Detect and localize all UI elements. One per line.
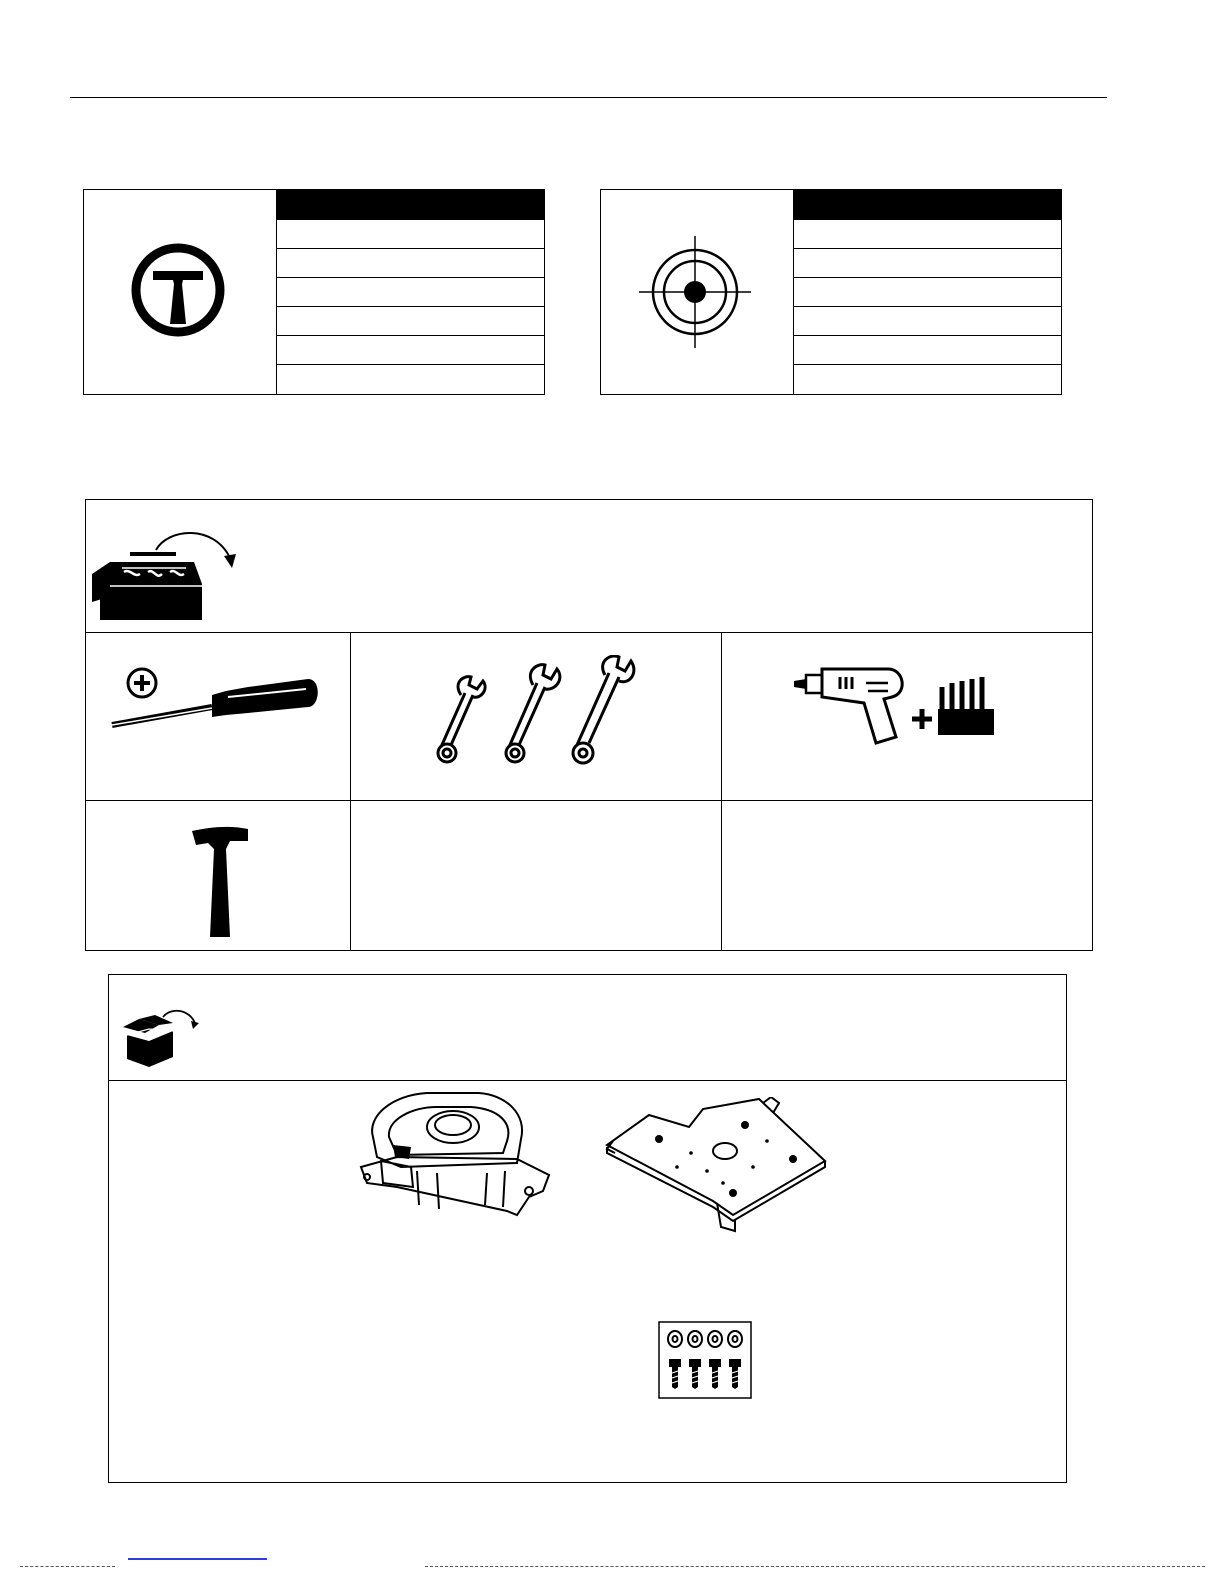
wrench-set-icon bbox=[429, 655, 639, 775]
torque-table-header bbox=[277, 190, 544, 219]
mounting-table-row bbox=[794, 364, 1061, 393]
tools-required-box bbox=[85, 499, 1093, 951]
crosshair-target-icon bbox=[637, 234, 753, 350]
torque-table-row bbox=[277, 364, 544, 393]
tools-header bbox=[86, 500, 1092, 633]
torque-icon-cell bbox=[84, 190, 277, 394]
drill-and-bits-icon bbox=[792, 653, 1022, 749]
mounting-table-row bbox=[794, 277, 1061, 306]
hammer-circle-icon bbox=[128, 240, 228, 340]
torque-table-row bbox=[277, 248, 544, 277]
mounting-table-header bbox=[794, 190, 1061, 219]
torque-table bbox=[83, 189, 545, 395]
projector-mount-icon bbox=[357, 1087, 553, 1225]
open-box-icon bbox=[119, 1005, 199, 1067]
mounting-table bbox=[600, 189, 1062, 395]
torque-table-row bbox=[277, 306, 544, 335]
footer-dotted-rule bbox=[425, 1566, 1205, 1567]
mounting-table-row bbox=[794, 248, 1061, 277]
tool-cell-hammer bbox=[86, 801, 350, 951]
mounting-icon-cell bbox=[601, 190, 794, 394]
torque-table-rows bbox=[277, 190, 544, 394]
mounting-plate-icon bbox=[603, 1097, 831, 1237]
tool-cell-empty bbox=[722, 801, 1092, 951]
mounting-table-rows bbox=[794, 190, 1061, 394]
tool-cell-wrenches bbox=[351, 633, 721, 800]
open-toolbox-icon bbox=[90, 524, 240, 626]
top-rule bbox=[70, 97, 1107, 98]
phillips-screwdriver-icon bbox=[108, 667, 320, 731]
tool-cell-screwdriver bbox=[86, 633, 350, 800]
tool-cell-empty bbox=[351, 801, 721, 951]
hammer-icon bbox=[190, 825, 250, 941]
mounting-table-row bbox=[794, 219, 1061, 248]
parts-list-box bbox=[108, 974, 1067, 1483]
hardware-kit-icon bbox=[658, 1321, 752, 1399]
mounting-table-row bbox=[794, 306, 1061, 335]
mounting-table-row bbox=[794, 335, 1061, 364]
parts-header bbox=[109, 975, 1066, 1081]
footer-dotted-rule bbox=[20, 1566, 115, 1567]
footer-link-underline[interactable] bbox=[128, 1558, 267, 1560]
tool-cell-drill bbox=[722, 633, 1092, 800]
torque-table-row bbox=[277, 277, 544, 306]
torque-table-row bbox=[277, 335, 544, 364]
torque-table-row bbox=[277, 219, 544, 248]
